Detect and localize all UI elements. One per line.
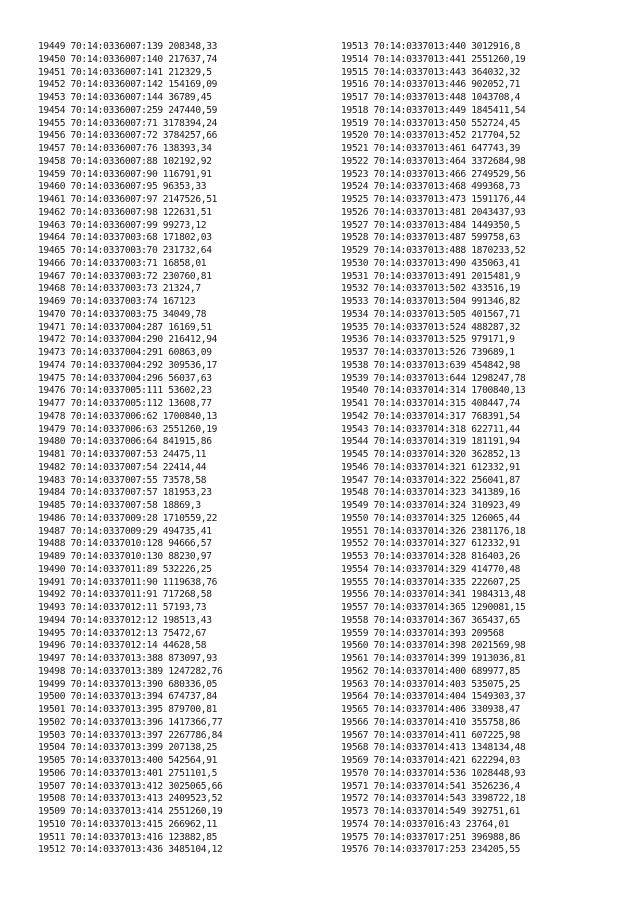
- table-row: 19536 70:14:0337013:525 979171,9: [341, 334, 515, 346]
- table-row: 19571 70:14:0337014:541 3526236,4: [341, 780, 521, 792]
- table-row: 19471 70:14:0337004:287 16169,51: [38, 321, 212, 333]
- table-row: 19568 70:14:0337014:413 1348134,48: [341, 742, 526, 754]
- table-row: 19559 70:14:0337014:393 209568: [341, 627, 504, 639]
- table-row: 19540 70:14:0337014:314 1700840,13: [341, 385, 526, 397]
- table-row: 19482 70:14:0337007:54 22414,44: [38, 461, 207, 473]
- table-row: 19457 70:14:0336007:76 138393,34: [38, 143, 212, 154]
- table-row: 19460 70:14:0336007:95 96353,33: [38, 181, 207, 193]
- table-row: 19481 70:14:0337007:53 24475,11: [38, 449, 207, 460]
- table-row: 19472 70:14:0337004:290 216412,94: [38, 334, 218, 346]
- table-row: 19566 70:14:0337014:410 355758,86: [341, 716, 521, 728]
- table-row: 19510 70:14:0337013:415 266962,11: [38, 818, 218, 830]
- table-row: 19521 70:14:0337013:461 647743,39: [341, 143, 521, 154]
- table-row: 19573 70:14:0337014:549 392751,61: [341, 806, 521, 817]
- table-row: 19519 70:14:0337013:450 552724,45: [341, 117, 521, 129]
- table-row: 19487 70:14:0337009:29 494735,41: [38, 525, 212, 537]
- table-row: 19538 70:14:0337013:639 454842,98: [341, 359, 521, 371]
- table-row: 19534 70:14:0337013:505 401567,71: [341, 308, 521, 320]
- table-row: 19479 70:14:0337006:63 2551260,19: [38, 423, 218, 435]
- table-row: 19496 70:14:0337012:14 44628,58: [38, 640, 207, 652]
- table-row: 19575 70:14:0337017:251 396988,86: [341, 831, 521, 843]
- table-row: 19555 70:14:0337014:335 222607,25: [341, 576, 521, 588]
- table-row: 19564 70:14:0337014:404 1549303,37: [341, 691, 526, 703]
- table-row: 19464 70:14:0337003:68 171802,03: [38, 232, 212, 244]
- table-row: 19468 70:14:0337003:73 21324,7: [38, 283, 201, 295]
- table-row: 19506 70:14:0337013:401 2751101,5: [38, 767, 218, 779]
- table-row: 19449 70:14:0336007:139 208348,33: [38, 41, 218, 52]
- table-row: 19557 70:14:0337014:365 1290081,15: [341, 602, 526, 613]
- table-row: 19453 70:14:0336007:144 36789,45: [38, 92, 212, 103]
- table-row: 19455 70:14:0336007:71 3178394,24: [38, 117, 218, 129]
- table-row: 19554 70:14:0337014:329 414770,48: [341, 563, 521, 575]
- table-row: 19488 70:14:0337010:128 94666,57: [38, 538, 212, 550]
- table-row: 19526 70:14:0337013:481 2043437,93: [341, 206, 526, 218]
- table-row: 19485 70:14:0337007:58 18869,3: [38, 500, 201, 511]
- table-row: 19514 70:14:0337013:441 2551260,19: [341, 53, 526, 65]
- table-row: 19547 70:14:0337014:322 256041,87: [341, 474, 521, 486]
- table-row: 19518 70:14:0337013:449 1845411,54: [341, 104, 526, 116]
- table-row: 19576 70:14:0337017:253 234205,55: [341, 844, 521, 856]
- table-row: 19549 70:14:0337014:324 310923,49: [341, 500, 521, 511]
- table-row: 19548 70:14:0337014:323 341389,16: [341, 487, 521, 499]
- table-row: 19474 70:14:0337004:292 309536,17: [38, 359, 218, 371]
- table-row: 19469 70:14:0337003:74 167123: [38, 296, 196, 307]
- table-row: 19480 70:14:0337006:64 841915,86: [38, 436, 212, 448]
- table-row: 19524 70:14:0337013:468 499368,73: [341, 181, 521, 193]
- table-row: 19497 70:14:0337013:388 873097,93: [38, 653, 218, 664]
- table-row: 19531 70:14:0337013:491 2015481,9: [341, 270, 521, 282]
- table-row: 19512 70:14:0337013:436 3485104,12: [38, 844, 223, 856]
- table-row: 19572 70:14:0337014:543 3398722,18: [341, 793, 526, 805]
- table-row: 19560 70:14:0337014:398 2021569,98: [341, 640, 526, 652]
- table-row: 19528 70:14:0337013:487 599758,63: [341, 232, 521, 244]
- table-row: 19561 70:14:0337014:399 1913036,81: [341, 653, 526, 664]
- table-row: 19477 70:14:0337005:112 13608,77: [38, 398, 212, 409]
- table-row: 19556 70:14:0337014:341 1984313,48: [341, 589, 526, 601]
- table-row: 19505 70:14:0337013:400 542564,91: [38, 755, 218, 766]
- table-row: 19570 70:14:0337014:536 1028448,93: [341, 767, 526, 779]
- table-row: 19546 70:14:0337014:321 612332,91: [341, 461, 521, 473]
- table-row: 19532 70:14:0337013:502 433516,19: [341, 283, 521, 295]
- table-row: 19452 70:14:0336007:142 154169,09: [38, 79, 218, 91]
- table-row: 19511 70:14:0337013:416 123882,85: [38, 831, 218, 843]
- table-row: 19503 70:14:0337013:397 2267786,84: [38, 729, 223, 741]
- table-row: 19450 70:14:0336007:140 217637,74: [38, 53, 218, 65]
- table-row: 19494 70:14:0337012:12 198513,43: [38, 614, 212, 626]
- left-column: [38, 41, 222, 857]
- table-row: 19563 70:14:0337014:403 535075,25: [341, 678, 521, 690]
- table-row: 19492 70:14:0337011:91 717268,58: [38, 589, 212, 601]
- table-row: 19499 70:14:0337013:390 680336,05: [38, 678, 218, 690]
- table-row: 19475 70:14:0337004:296 56037,63: [38, 372, 212, 384]
- table-row: 19489 70:14:0337010:130 88230,97: [38, 551, 212, 562]
- table-row: 19500 70:14:0337013:394 674737,84: [38, 691, 218, 703]
- table-row: 19465 70:14:0337003:70 231732,64: [38, 245, 212, 256]
- table-row: 19551 70:14:0337014:326 2381176,18: [341, 525, 526, 537]
- table-row: 19520 70:14:0337013:452 217704,52: [341, 130, 521, 142]
- table-row: 19463 70:14:0336007:99 99273,12: [38, 219, 207, 231]
- right-column: [341, 41, 525, 857]
- table-row: 19530 70:14:0337013:490 435063,41: [341, 257, 521, 269]
- table-row: 19541 70:14:0337014:315 408447,74: [341, 398, 521, 409]
- table-row: 19553 70:14:0337014:328 816403,26: [341, 551, 521, 562]
- table-row: 19535 70:14:0337013:524 488287,32: [341, 321, 521, 333]
- table-row: 19458 70:14:0336007:88 102192,92: [38, 155, 212, 167]
- table-row: 19516 70:14:0337013:446 902052,71: [341, 79, 521, 91]
- table-row: 19467 70:14:0337003:72 230760,81: [38, 270, 212, 282]
- table-row: 19502 70:14:0337013:396 1417366,77: [38, 716, 223, 728]
- table-row: 19508 70:14:0337013:413 2409523,52: [38, 793, 223, 805]
- table-row: 19498 70:14:0337013:389 1247282,76: [38, 665, 223, 677]
- table-row: 19459 70:14:0336007:90 116791,91: [38, 168, 212, 180]
- table-row: 19483 70:14:0337007:55 73578,58: [38, 474, 207, 486]
- table-row: 19486 70:14:0337009:28 1710559,22: [38, 512, 218, 524]
- table-row: 19567 70:14:0337014:411 607225,98: [341, 729, 521, 741]
- table-row: 19509 70:14:0337013:414 2551260,19: [38, 806, 223, 817]
- table-row: 19454 70:14:0336007:259 247440,59: [38, 104, 218, 116]
- table-row: 19522 70:14:0337013:464 3372684,98: [341, 155, 526, 167]
- table-row: 19473 70:14:0337004:291 60863,09: [38, 347, 212, 358]
- table-row: 19456 70:14:0336007:72 3784257,66: [38, 130, 218, 142]
- table-row: 19542 70:14:0337014:317 768391,54: [341, 410, 521, 422]
- table-row: 19529 70:14:0337013:488 1870233,52: [341, 245, 526, 256]
- table-row: 19491 70:14:0337011:90 1119638,76: [38, 576, 218, 588]
- table-row: 19476 70:14:0337005:111 53602,23: [38, 385, 212, 397]
- table-row: 19537 70:14:0337013:526 739689,1: [341, 347, 515, 358]
- table-row: 19493 70:14:0337012:11 57193,73: [38, 602, 207, 613]
- table-row: 19543 70:14:0337014:318 622711,44: [341, 423, 521, 435]
- table-row: 19507 70:14:0337013:412 3025065,66: [38, 780, 223, 792]
- table-row: 19569 70:14:0337014:421 622294,03: [341, 755, 521, 766]
- table-row: 19544 70:14:0337014:319 181191,94: [341, 436, 521, 448]
- table-row: 19574 70:14:0337016:43 23764,01: [341, 818, 510, 830]
- table-row: 19539 70:14:0337013:644 1298247,78: [341, 372, 526, 384]
- table-row: 19461 70:14:0336007:97 2147526,51: [38, 194, 218, 205]
- table-row: 19565 70:14:0337014:406 330938,47: [341, 704, 521, 715]
- table-row: 19515 70:14:0337013:443 364032,32: [341, 66, 521, 78]
- table-row: 19513 70:14:0337013:440 3012916,8: [341, 41, 521, 52]
- table-row: 19462 70:14:0336007:98 122631,51: [38, 206, 212, 218]
- table-row: 19484 70:14:0337007:57 181953,23: [38, 487, 212, 499]
- table-row: 19504 70:14:0337013:399 207138,25: [38, 742, 218, 754]
- table-row: 19470 70:14:0337003:75 34049,78: [38, 308, 207, 320]
- table-row: 19490 70:14:0337011:89 532226,25: [38, 563, 212, 575]
- table-row: 19517 70:14:0337013:448 1043708,4: [341, 92, 521, 103]
- table-row: 19501 70:14:0337013:395 879700,81: [38, 704, 218, 715]
- table-row: 19466 70:14:0337003:71 16858,01: [38, 257, 207, 269]
- table-row: 19550 70:14:0337014:325 126065,44: [341, 512, 521, 524]
- table-row: 19552 70:14:0337014:327 612332,91: [341, 538, 521, 550]
- table-row: 19558 70:14:0337014:367 365437,65: [341, 614, 521, 626]
- table-row: 19527 70:14:0337013:484 1449350,5: [341, 219, 521, 231]
- table-row: 19545 70:14:0337014:320 362852,13: [341, 449, 521, 460]
- table-row: 19478 70:14:0337006:62 1700840,13: [38, 410, 218, 422]
- table-row: 19495 70:14:0337012:13 75472,67: [38, 627, 207, 639]
- table-row: 19525 70:14:0337013:473 1591176,44: [341, 194, 526, 205]
- table-row: 19533 70:14:0337013:504 991346,82: [341, 296, 521, 307]
- table-row: 19523 70:14:0337013:466 2749529,56: [341, 168, 526, 180]
- table-row: 19451 70:14:0336007:141 212329,5: [38, 66, 212, 78]
- table-row: 19562 70:14:0337014:400 689977,85: [341, 665, 521, 677]
